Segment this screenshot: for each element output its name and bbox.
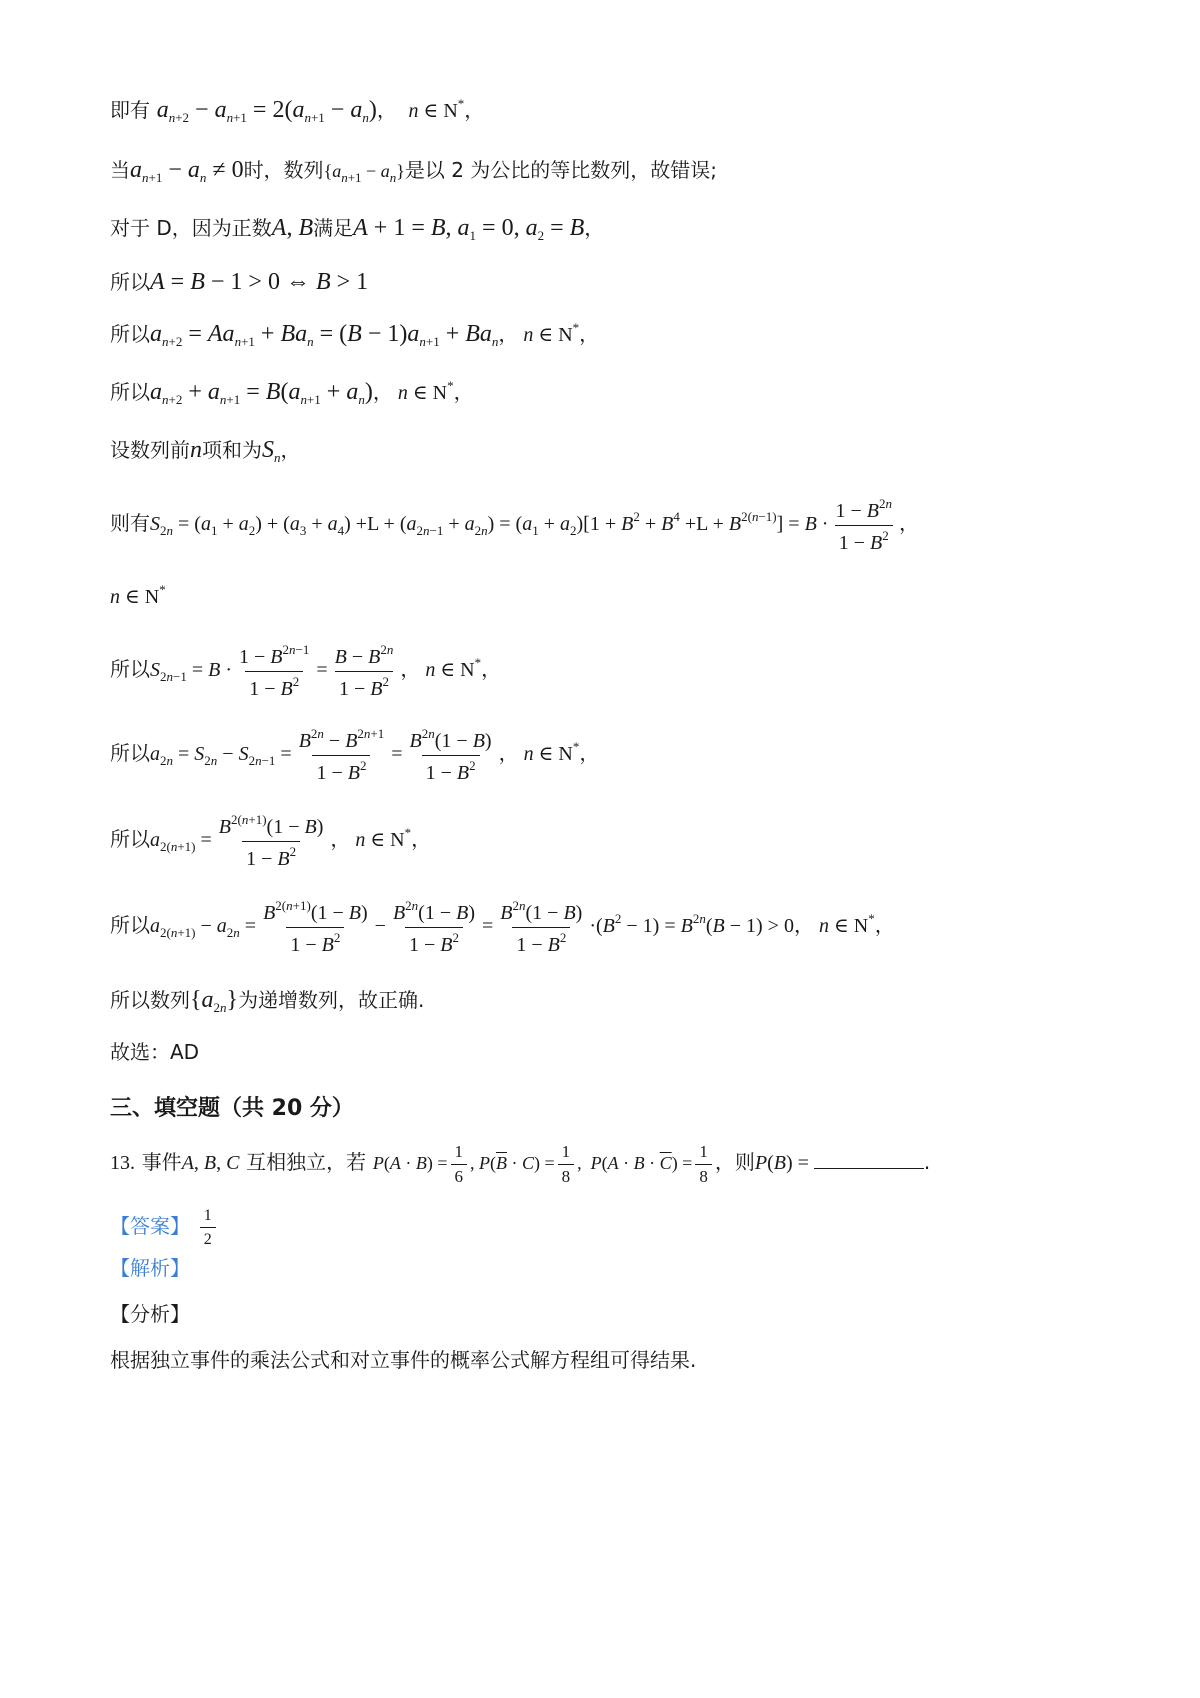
equation-line-7: 设数列前n项和为$S_n$， xyxy=(110,437,301,465)
equation-line-12: 所以$a_{2(n+1)}$ = $\frac{B^{2(n+1)}(1 - B)}{1 - B^2}$ ， n ∈ N*， xyxy=(110,812,432,870)
equation-line-6: 所以$a_{n+2} + a_{n+1} = B(a_{n+1} + a_n)$， n ∈ N*， xyxy=(110,378,474,407)
answer-label: 【答案】 xyxy=(110,1214,190,1239)
equation-line-1: 即有 $a_{n+2} - a_{n+1} = 2(a_{n+1} - a_n)$， n ∈ N*， xyxy=(110,96,485,125)
answer-line xyxy=(110,1206,219,1249)
answer-value: $\frac{1}{2}$ xyxy=(200,1206,216,1249)
equation-line-4: 所以A = B − 1 > 0 ⇔ B > 1 xyxy=(110,269,369,295)
analysis-text: 根据独立事件的乘法公式和对立事件的概率公式解方程组可得结果. xyxy=(110,1348,697,1372)
analysis-sub-label: 【分析】 xyxy=(110,1302,190,1326)
equation-line-14: 所以数列$\{a_{2n}\}$为递增数列，故正确. xyxy=(110,987,425,1015)
answer-choice-line: 故选：AD xyxy=(110,1040,200,1064)
equation-line-3: 对于 D，因为正数A, B满足A + 1 = B, $a_1 = 0$, $a_2 = B$， xyxy=(110,215,605,243)
question-number: 13. xyxy=(110,1152,135,1175)
question-13: 13. 事件A, B, C 互相独立，若 P(A · B) = $\frac{1}{6}$ , $P(\overline{B} \cdot C)$ = $\frac{1}{8}$ , $P(A \cdot B \cdot \overline{C})$ = $\frac{1}{8}$ ，则P(B) = . xyxy=(110,1142,931,1187)
equation-line-5: 所以$a_{n+2} = Aa_{n+1} + Ba_n = (B - 1)a_{n+1} + Ba_n$， n ∈ N*， xyxy=(110,320,600,349)
analysis-label: 【解析】 xyxy=(110,1256,190,1280)
equation-line-10: 所以$S_{2n-1} = B$ · $\frac{1 - B^{2n-1}}{1 - B^2}$ = $\frac{B - B^{2n}}{1 - B^2}$ ， n ∈ N*， xyxy=(110,642,502,700)
equation-line-11: 所以$a_{2n} = S_{2n} - S_{2n-1}$ = $\frac{B^{2n} - B^{2n+1}}{1 - B^2}$ = $\frac{B^{2n}(1 - B)}{1 - B^2}$ ， n ∈ N*， xyxy=(110,726,600,784)
section-heading: 三、填空题（共 20 分） xyxy=(110,1096,354,1121)
equation-line-13: 所以$a_{2(n+1)} - a_{2n}$ = $\frac{B^{2(n+1)}(1 - B)}{1 - B^2}$ − $\frac{B^{2n}(1 - B)}{1 - B^2}$ = $\frac{B^{2n}(1 - B)}{1 - B^2}$ $\cdot(B^2 - 1) = B^{2n}(B - 1) > 0$， n ∈ N*， xyxy=(110,898,895,956)
equation-line-8: 则有$S_{2n} = (a_1 + a_2) + (a_3 + a_4) +L + (a_{2n-1} + a_{2n}) = (a_1 + a_2)[1 + B^2 + B^4 +L + B^{2(n-1)}] = B$ · $\frac{1 - B^{2n}}{1 - B^2}$ ， xyxy=(110,496,919,554)
equation-line-9: n ∈ N* xyxy=(110,582,166,608)
answer-blank[interactable] xyxy=(814,1150,924,1169)
equation-line-2: 当$a_{n+1} - a_n \ne 0$时，数列$\{a_{n+1} - a_n\}$是以 2 为公比的等比数列，故错误; xyxy=(110,157,718,185)
